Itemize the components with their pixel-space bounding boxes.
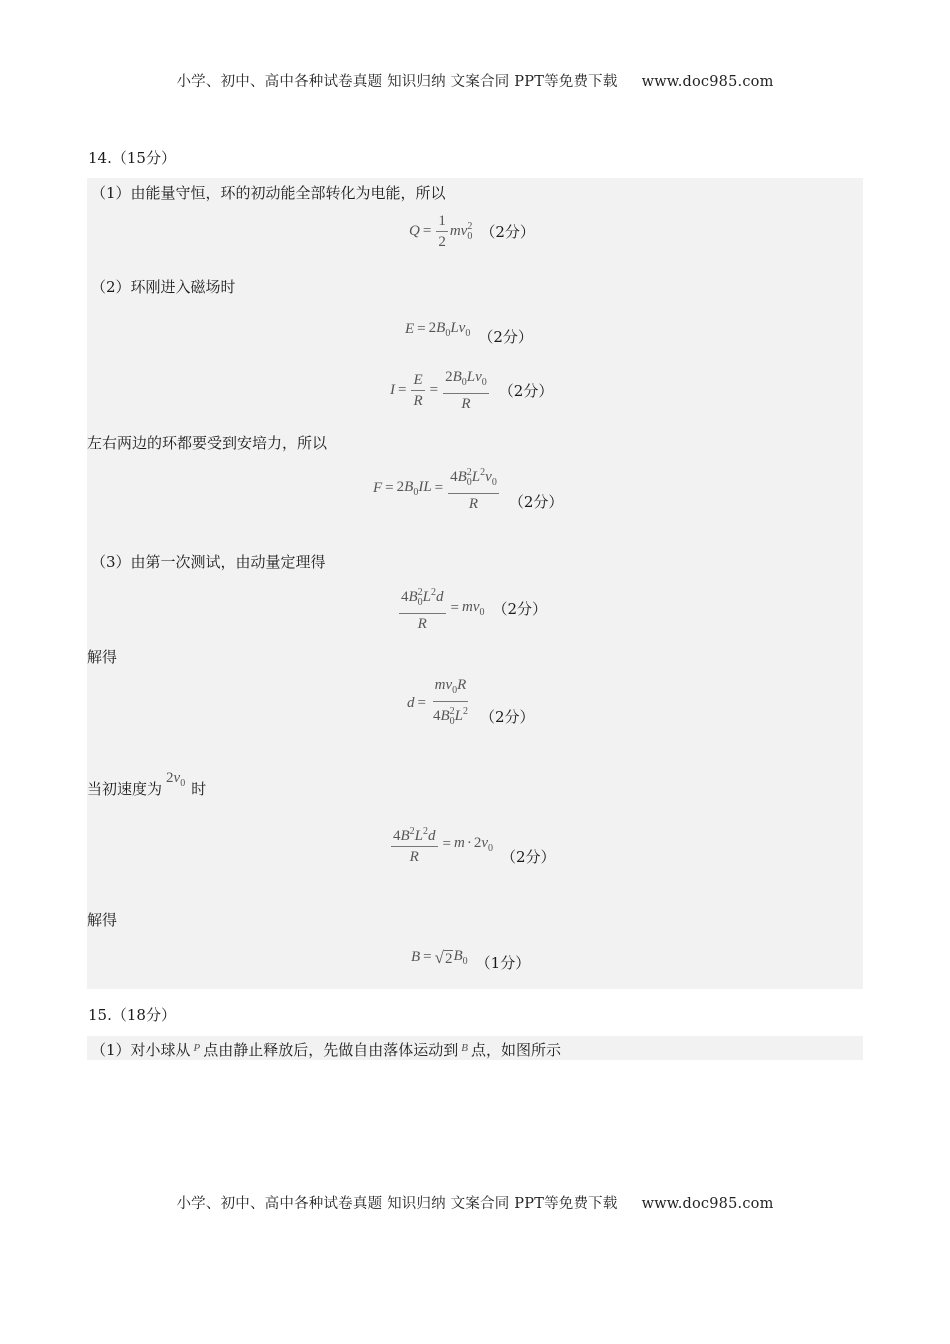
step-2b-text: 左右两边的环都要受到安培力，所以 — [87, 434, 328, 452]
equation-force — [373, 464, 563, 513]
var-F: F — [373, 480, 383, 496]
op-equals: = — [417, 695, 426, 711]
term-B0: $B_0$ — [453, 948, 468, 967]
score-label: （2分） — [478, 328, 533, 346]
question-15-title: 15.（18分） — [88, 1006, 176, 1024]
term-mv0sq: $mv_0^2$ — [449, 221, 473, 242]
fraction-distance: $\frac{mv_0R}{4B_0^2L^2}$ — [432, 677, 468, 727]
op-equals: = — [450, 600, 459, 616]
step-4-text-b: 时 — [191, 780, 207, 798]
score-label: （2分） — [508, 493, 564, 511]
op-equals: = — [422, 223, 432, 239]
var-Q: Q — [409, 223, 420, 239]
q15-step-1-text: （1）对小球从 P 点由静止释放后，先做自由落体运动到 B 点，如图所示 — [91, 1041, 562, 1059]
score-label: （2分） — [501, 848, 556, 866]
equation-double-speed — [389, 822, 556, 867]
op-equals: = — [434, 480, 444, 496]
equation-emf — [405, 312, 533, 347]
question-15-answer-panel — [87, 1036, 863, 1060]
equation-current — [390, 368, 553, 413]
question-14-answer-panel — [87, 178, 863, 989]
header-text: 小学、初中、高中各种试卷真题 知识归纳 文案合同 PPT等免费下载 — [176, 74, 618, 90]
score-label: （2分） — [492, 600, 548, 618]
solve-text-2: 解得 — [87, 911, 118, 929]
op-equals: = — [417, 321, 426, 337]
fraction-double-speed: $\frac{4B^2L^2d}{R}$ — [391, 823, 438, 866]
step-2-text: （2）环刚进入磁场时 — [91, 278, 236, 296]
equation-energy — [409, 212, 535, 251]
op-equals: = — [385, 480, 394, 496]
var-B: B — [411, 949, 421, 965]
footer-site: www.doc985.com — [641, 1196, 774, 1212]
page-footer — [0, 1192, 950, 1213]
term-2B0IL: $2B_0IL$ — [396, 479, 432, 498]
fraction-half — [436, 212, 448, 251]
op-equals: = — [429, 382, 439, 398]
footer-text: 小学、初中、高中各种试卷真题 知识归纳 文案合同 PPT等免费下载 — [176, 1196, 618, 1212]
term-mv0: $mv_0$ — [461, 599, 485, 618]
op-equals: = — [398, 382, 407, 398]
equation-distance — [407, 676, 535, 731]
page-header — [0, 70, 950, 91]
fraction-2B0Lv0-over-R: $\frac{2B_0Lv_0}{R}$ — [445, 369, 487, 412]
fraction-E-over-R: $\frac{E}{R}$ — [413, 372, 423, 409]
point-P: P — [193, 1042, 201, 1054]
var-I: I — [390, 382, 395, 398]
equation-result — [411, 942, 530, 973]
op-equals: = — [423, 949, 432, 965]
op-equals: = — [442, 836, 451, 852]
var-E: E — [405, 321, 415, 337]
question-14-title: 14.（15分） — [88, 149, 176, 167]
score-label: （2分） — [498, 382, 554, 400]
score-label: （2分） — [479, 708, 535, 726]
denominator: 2 — [438, 234, 446, 250]
header-site: www.doc985.com — [641, 74, 774, 90]
step-4-text — [87, 770, 207, 801]
var-d: d — [407, 695, 415, 711]
equation-momentum — [397, 584, 547, 633]
term-2B0Lv0: $2B_0Lv_0$ — [428, 320, 471, 339]
score-label: （1分） — [475, 954, 531, 972]
fraction-momentum: $\frac{4B_0^2L^2d}{R}$ — [399, 584, 446, 633]
numerator: 1 — [436, 212, 448, 232]
score-label: （2分） — [480, 223, 535, 241]
sqrt-2: √ 2 — [434, 947, 453, 967]
fraction-force: $\frac{4B_0^2L^2v_0}{R}$ — [448, 464, 499, 513]
step-4-text-a: 当初速度为 — [87, 780, 163, 798]
inline-2v0: $2v_0$ — [166, 770, 186, 789]
step-1-text: （1）由能量守恒，环的初动能全部转化为电能，所以 — [91, 184, 446, 202]
point-B: B — [461, 1042, 469, 1054]
term-m-2v0: $m \cdot 2v_0$ — [453, 835, 493, 854]
step-3-text: （3）由第一次测试，由动量定理得 — [91, 553, 326, 571]
solve-text-1: 解得 — [87, 648, 118, 666]
